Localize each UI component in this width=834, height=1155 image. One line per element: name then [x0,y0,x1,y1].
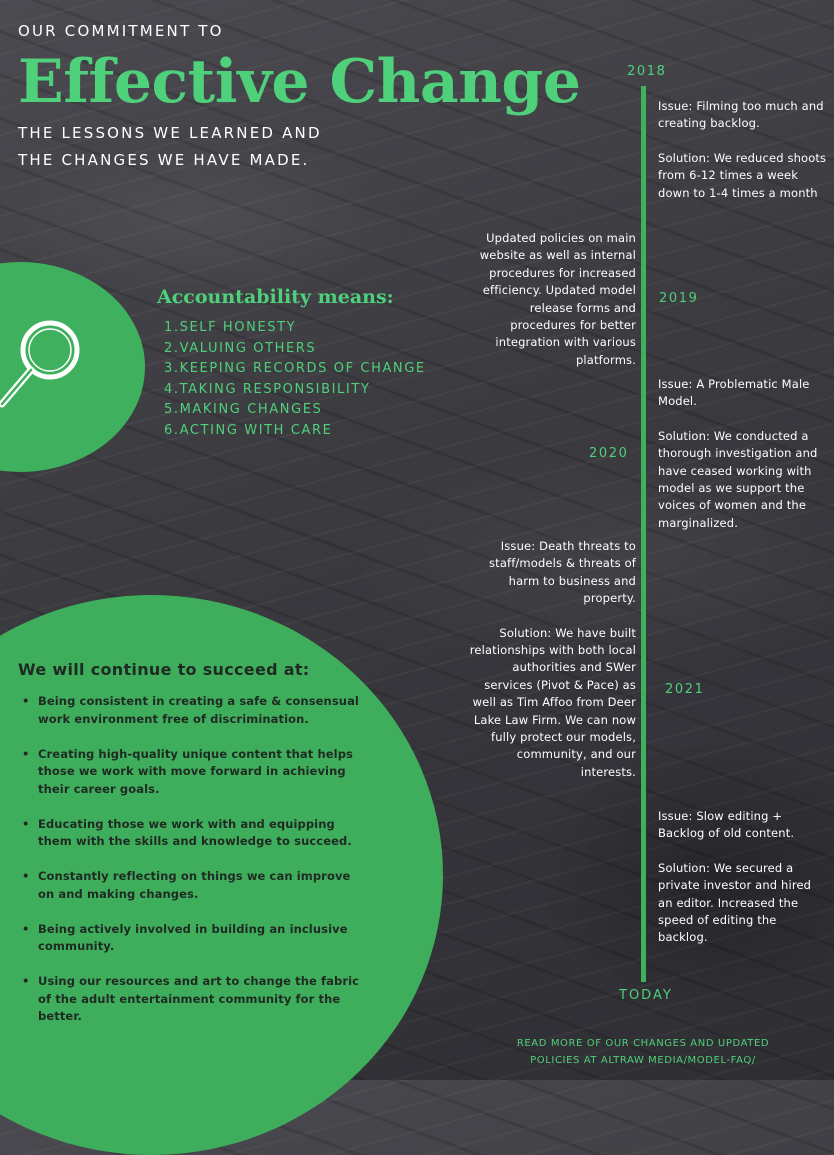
list-item: • Being consistent in creating a safe & consensual work environment free of discrimination. [22,693,362,728]
footer-line-1: READ MORE OF OUR CHANGES AND UPDATED [516,1038,770,1049]
page-title: Effective Change [18,47,581,117]
accountability-list [164,318,426,442]
subtitle-line-2: THE CHANGES WE HAVE MADE. [18,151,310,169]
list-item: 2.VALUING OTHERS [164,340,317,356]
year-2018: 2018 [627,64,667,79]
list-item: • Creating high-quality unique content that helps those we work with move forward in achieving their career goals. [22,746,362,799]
issue-2021: Issue: Slow editing + Backlog of old content. [658,809,795,841]
solution-2020: Solution: We have built relationships with both local authorities and SWer services (Pivot & Pace) as well as Tim Affoo from Deer Lake Law Firm. We can now fully protect our models, community, and our interests. [469,625,636,779]
timeline-entry-2020 [466,538,636,781]
solution-2019: Solution: We conducted a thorough investigation and have ceased working with model as we support the voices of women and the marginalized. [658,428,818,530]
succeed-list [22,693,362,1043]
timeline-entry-2019 [658,376,828,532]
solution-2021: Solution: We secured a private investor and hired an editor. Increased the speed of editing the backlog. [658,860,812,945]
accountability-title: Accountability means: [157,286,394,308]
timeline-note-2018: Updated policies on main website as well as internal procedures for increased efficiency. Updated model release forms and procedures for better integration with various platforms. [479,231,636,367]
footer-note [478,1035,808,1069]
list-item: 1.SELF HONESTY [164,320,297,335]
list-item: 5.MAKING CHANGES [164,402,323,418]
magnifying-glass-icon [0,316,90,416]
footer-line-2: POLICIES AT ALTRAW MEDIA/MODEL-FAQ/ [530,1055,756,1066]
list-item: • Using our resources and art to change the fabric of the adult entertainment community for the better. [22,973,362,1026]
year-2021: 2021 [665,682,705,697]
issue-2020: Issue: Death threats to staff/models & threats of harm to business and property. [489,539,636,606]
succeed-title: We will continue to succeed at: [18,660,310,679]
timeline-today: TODAY [619,988,673,1003]
list-item: • Being actively involved in building an inclusive community. [22,921,362,956]
timeline-entry-2018 [658,98,828,202]
list-item: 4.TAKING RESPONSIBILITY [164,381,371,397]
issue-2019: Issue: A Problematic Male Model. [658,377,810,409]
list-item: • Educating those we work with and equipping them with the skills and knowledge to succeed. [22,816,362,851]
list-item: 6.ACTING WITH CARE [164,422,333,438]
year-2020: 2020 [589,446,629,461]
timeline-line [641,86,646,982]
header-kicker: OUR COMMITMENT TO [18,22,224,40]
timeline-entry-2021 [658,808,828,947]
solution-2018: Solution: We reduced shoots from 6-12 times a week down to 1-4 times a month [658,150,827,200]
subtitle-line-1: THE LESSONS WE LEARNED AND [18,124,322,142]
list-item: • Constantly reflecting on things we can improve on and making changes. [22,868,362,903]
page-subtitle [18,120,322,174]
issue-2018: Issue: Filming too much and creating backlog. [658,99,824,131]
list-item: 3.KEEPING RECORDS OF CHANGE [164,361,426,377]
year-2019: 2019 [659,291,699,306]
